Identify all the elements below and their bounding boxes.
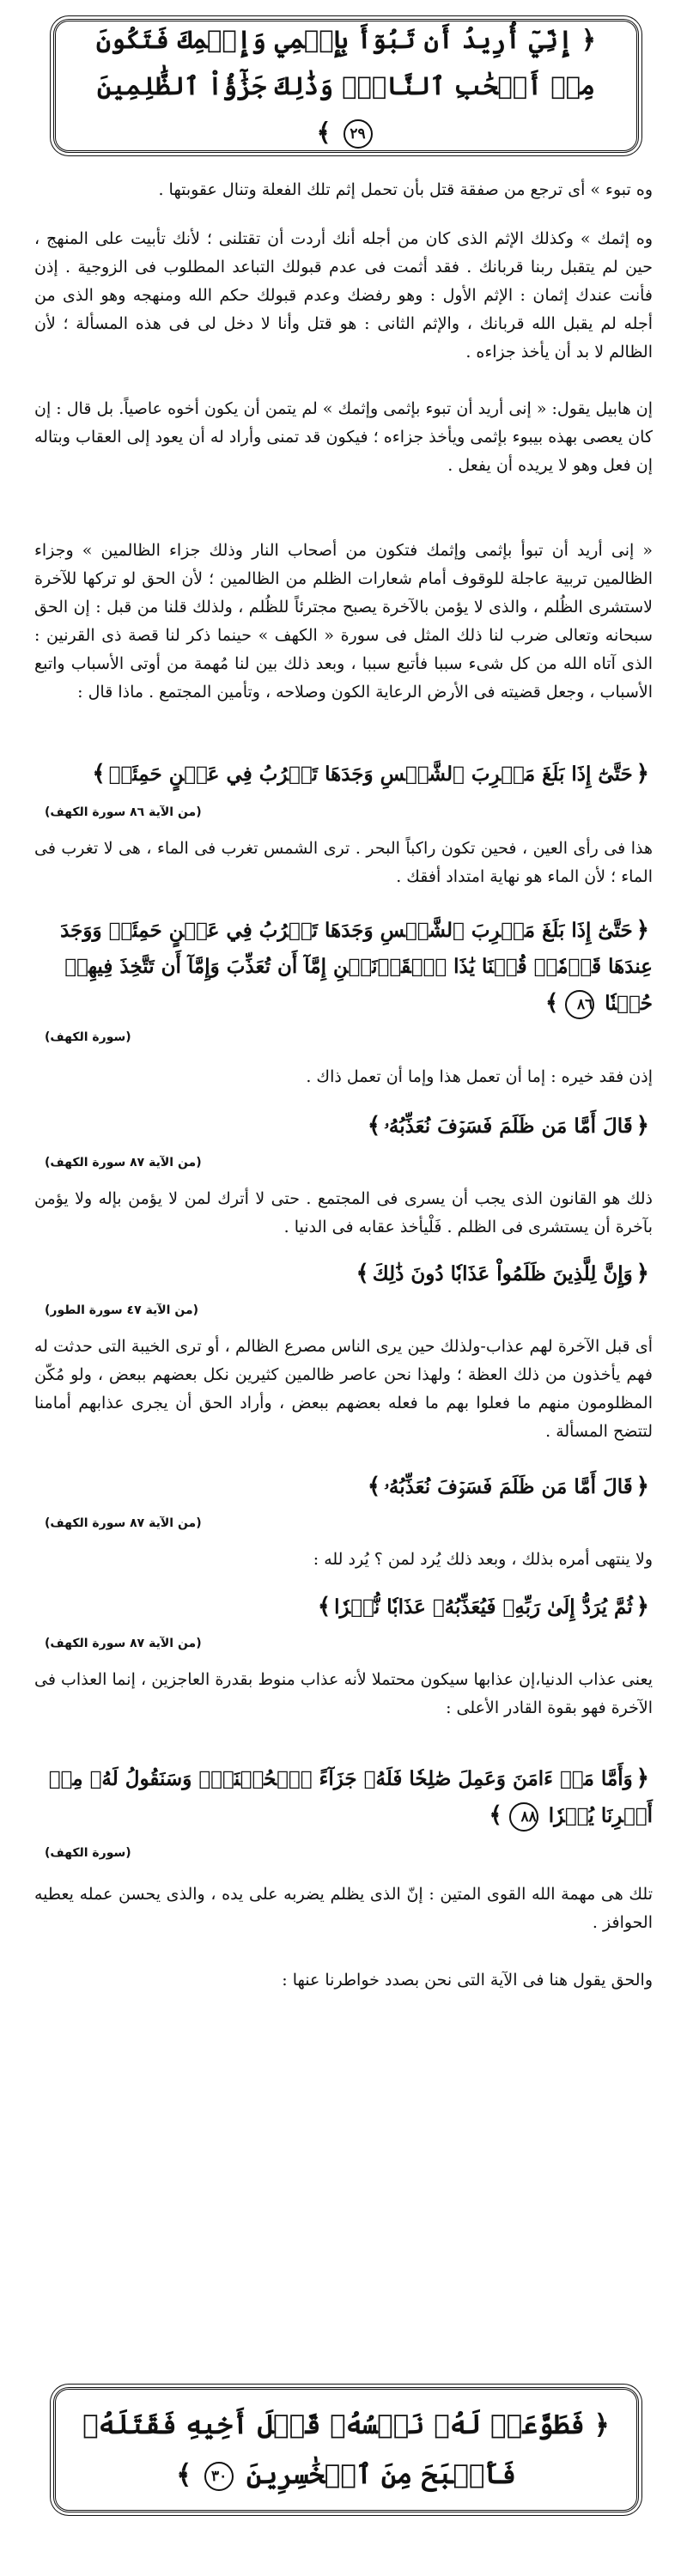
open-brace: ﴿: [635, 761, 649, 787]
paragraph-4: « إنى أريد أن تبوأ بإثمى وإثمك فتكون من أصحاب النار وذلك جزاء الظالمين » وجزاء الظالمين تربية عاجلة للوقوف أمام شعارات الظلم من الظالمين ؛ لأن الحق لو تركها للآخرة لاستشرى الظُلم ، والذى لا يؤمن بالآخرة يصبح مجترئاً للظُلم ، ولذلك قلنا من قبل : إن الحق سبحانه وتعالى ضرب لنا ذلك المثل فى سورة « الكهف » حينما ذكر لنا قصة ذى القرنين : الذى آتاه الله من كل شىء سببا فأتبع سببا ، وبعد ذلك بين لنا مُهمة من أوتى الأسباب واتبع الأسباب ، وجعل قضيته فى الأرض الرعاية الكون وصلاحه ، وتأمين المجتمع . ماذا قال :: [34, 541, 653, 702]
commentary-paragraph: [34, 1185, 653, 1242]
close-brace: ﴾: [92, 761, 106, 787]
close-brace: ﴾: [317, 1594, 331, 1619]
open-brace: ﴿: [635, 917, 649, 943]
paragraph-12: والحق يقول هنا فى الآية التى نحن بصدد خواطرنا عنها :: [282, 1971, 653, 1990]
paragraph-10: يعنى عذاب الدنيا،إن عذابها سيكون محتملا لأنه عذاب منوط بقدرة العاجزين ، إنما العذاب فى الآخرة فهو بقوة القادر الأعلى :: [34, 1670, 653, 1717]
verse-1: حَتَّىٰٓ إِذَا بَلَغَ مَغۡرِبَ ٱلشَّمۡسِ وَجَدَهَا تَغۡرُبُ فِي عَيۡنٍ حَمِئَةٖ: [108, 762, 633, 786]
commentary-paragraph: [34, 395, 653, 480]
verse-banner-bottom: [53, 2387, 639, 2512]
commentary-paragraph: [34, 225, 653, 367]
quran-verse: [34, 1760, 653, 1834]
commentary-paragraph: [34, 1063, 653, 1091]
paragraph-2: وه إثمك » وكذلك الإثم الذى كان من أجله أنك أردت أن تقتلنى ؛ لأنك تأبيت على المنهج ، حين لم يتقبل ربنا قربانك . فقد أثمت فى عدم قبولك التباعد المطلوب فى الزوجية . إذن فأنت عندك إثمان : الإثم الأول : وهو رفضك وعدم قبولك حكم الله ومنهجه وهو الذى من أجله لم يقبل الله قربانك ، والإثم الثانى : هو قتل وأنا لا دخل لى فى هذه المسألة ؛ لأن الظالم لا بد أن يأخذ جزاءه .: [34, 229, 653, 361]
verse-banner-top: [53, 19, 639, 153]
paragraph-9: ولا ينتهى أمره بذلك ، وبعد ذلك يُرد لمن ؟ يُرد لله :: [313, 1550, 653, 1569]
verse-2: حَتَّىٰٓ إِذَا بَلَغَ مَغۡرِبَ ٱلشَّمۡسِ وَجَدَهَا تَغۡرُبُ فِي عَيۡنٍ حَمِئَةٖ وَوَجَدَ عِندَهَا قَوۡمٗاۖ قُلۡنَا يَٰذَا ٱلۡقَرۡنَيۡنِ إِمَّآ أَن تُعَذِّبَ وَإِمَّآ أَن تَتَّخِذَ فِيهِمۡ حُسۡنٗا: [60, 919, 653, 1015]
paragraph-1: وه تبوء » أى ترجع من صفقة قتل بأن تحمل إثم تلك الفعلة وتنال عقوبتها .: [158, 180, 653, 199]
paragraph-5: هذا فى رأى العين ، فحين تكون راكباً البحر . ترى الشمس تغرب فى الماء ، هى لا تغرب فى الماء ؛ لأن الماء هو نهاية امتداد أفقك .: [34, 839, 653, 886]
verse-citation: (من الآية ٨٧ سورة الكهف): [45, 1156, 202, 1170]
quran-verse: [34, 1108, 653, 1145]
banner-verse-bottom: فَطَوَّعَتۡ لَهُۥ نَفۡسُهُۥ قَتۡلَ أَخِيهِ فَقَتَلَهُۥ فَأَصۡبَحَ مِنَ ٱلۡخَٰسِرِينَ: [82, 2409, 585, 2490]
banner-verse-text: [56, 16, 636, 155]
paragraph-3: إن هابيل يقول: « إنى أريد أن تبوء بإثمى وإثمك » لم يتمن أن يكون أخوه عاصياً. بل قال : إن كان يعصى بهذه بيبوء بإثمى ويأخذ جزاءه ؛ فيكون قد تمنى وأراد له أن يعود إلى العقاب وبتاله إن فعل وهو لا يريده أن يفعل .: [34, 399, 653, 475]
open-brace: ﴿: [635, 1113, 649, 1139]
verse-citation: (من الآية ٨٦ سورة الكهف): [45, 805, 202, 819]
quran-verse: [34, 756, 653, 793]
close-brace: ﴾: [367, 1473, 381, 1499]
commentary-paragraph: [34, 1966, 653, 1995]
quran-verse: [34, 912, 653, 1022]
ayah-number-badge: ٨٦: [565, 990, 594, 1019]
quran-verse: [34, 1468, 653, 1505]
quran-verse: [34, 1255, 653, 1292]
commentary-paragraph: [34, 835, 653, 891]
ayah-number-badge: ٨٨: [509, 1802, 538, 1832]
paragraph-11: تلك هى مهمة الله القوى المتين : إنّ الذى يظلم يضربه على يده ، والذى يحسن عمله يعطيه الحوافز .: [34, 1885, 653, 1932]
banner-verse-text: [56, 2400, 636, 2500]
ayah-number-badge: ٣٠: [204, 2462, 234, 2491]
commentary-paragraph: [34, 176, 653, 204]
verse-5: قَالَ أَمَّا مَن ظَلَمَ فَسَوۡفَ نُعَذِّبُهُۥ: [384, 1475, 633, 1498]
verse-7: وَأَمَّا مَنۡ ءَامَنَ وَعَمِلَ صَٰلِحٗا فَلَهُۥ جَزَآءً ٱلۡحُسۡنَىٰۖ وَسَنَقُولُ لَهُۥ مِنۡ أَمۡرِنَا يُسۡرٗا: [48, 1767, 653, 1827]
open-brace: ﴿: [635, 1594, 649, 1619]
open-brace: ﴿: [581, 25, 597, 54]
close-brace: ﴾: [316, 118, 331, 147]
close-brace: ﴾: [544, 990, 559, 1016]
verse-citation: (سورة الكهف): [45, 1846, 131, 1860]
verse-citation: (من الآية ٤٧ سورة الطور): [45, 1303, 199, 1317]
verse-6: ثُمَّ يُرَدُّ إِلَىٰ رَبِّهِۦ فَيُعَذِّبُهُۥ عَذَابٗا نُّكۡرٗا: [334, 1595, 633, 1619]
paragraph-6: إذن فقد خيره : إما أن تعمل هذا وإما أن تعمل ذاك .: [306, 1067, 653, 1086]
ayah-number-badge: ٢٩: [344, 119, 373, 149]
verse-4: وَإِنَّ لِلَّذِينَ ظَلَمُواْ عَذَابٗا دُونَ ذَٰلِكَ: [372, 1262, 633, 1285]
commentary-paragraph: [34, 1333, 653, 1446]
close-brace: ﴾: [356, 1261, 369, 1286]
open-brace: ﴿: [635, 1765, 649, 1791]
verse-3: قَالَ أَمَّا مَن ظَلَمَ فَسَوۡفَ نُعَذِّبُهُۥ: [384, 1115, 633, 1138]
commentary-paragraph: [34, 537, 653, 707]
open-brace: ﴿: [635, 1473, 649, 1499]
open-brace: ﴿: [635, 1261, 649, 1286]
verse-citation: (من الآية ٨٧ سورة الكهف): [45, 1637, 202, 1650]
banner-verse-top: إِنِّيٓ أُرِيدُ أَن تَبُوٓأَ بِإِثۡمِي وَإِثۡمِكَ فَتَكُونَ مِنۡ أَصۡحَٰبِ ٱلنَّارِۚ وَذَٰلِكَ جَزَٰٓؤُاْ ٱلظَّٰلِمِينَ: [95, 25, 596, 100]
commentary-paragraph: [34, 1546, 653, 1574]
verse-citation: (من الآية ٨٧ سورة الكهف): [45, 1516, 202, 1530]
paragraph-8: أى قبل الآخرة لهم عذاب-ولذلك حين يرى الناس مصرع الظالم ، أو ترى الخيبة التى حدثت له فهم يأخذون من ذلك العظة ؛ ولهذا نحن عاصر ظالمين كثيرين نكل بعضهم ببعض ، ولو مُكّن المظلومون منهم ما فعلوا بهم ما فعله بعضهم ببعض ، وأراد الحق أن يجرى عذابهم أمامنا لتتضح المسألة .: [34, 1337, 653, 1441]
close-brace: ﴾: [176, 2459, 192, 2490]
verse-citation: (سورة الكهف): [45, 1030, 131, 1044]
close-brace: ﴾: [367, 1113, 381, 1139]
paragraph-7: ذلك هو القانون الذى يجب أن يسرى فى المجتمع . حتى لا أترك لمن لا يؤمن بإله ولا يؤمن بآخرة أن يستشرى فى الظلم . فَلْيأخذ عقابه فى الدنيا .: [34, 1189, 653, 1236]
open-brace: ﴿: [593, 2409, 610, 2440]
commentary-paragraph: [34, 1880, 653, 1937]
commentary-paragraph: [34, 1666, 653, 1722]
quran-verse: [34, 1589, 653, 1625]
close-brace: ﴾: [489, 1802, 502, 1828]
